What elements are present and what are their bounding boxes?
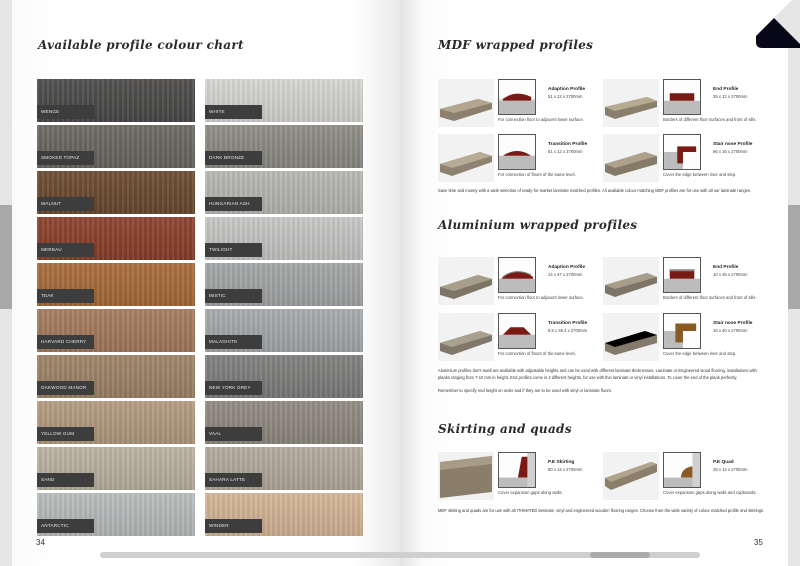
- product-name: Transition Profile: [548, 142, 588, 147]
- stair-nose-photo: [603, 134, 659, 182]
- skirting-photo: [438, 452, 494, 500]
- product-name: Adaption Profile: [548, 87, 586, 92]
- product-name: Stair nose Profile: [713, 142, 753, 147]
- swatch-label: YELLOW GUM: [37, 427, 94, 441]
- end-profile-photo: [603, 79, 659, 127]
- swatch-label: HUNGARIAN ASH: [205, 197, 262, 211]
- colour-swatch: [37, 355, 195, 398]
- swatch-label: NEW YORK GREY: [205, 381, 262, 395]
- alu-adaption-diagram: [498, 257, 536, 293]
- product-description: For connection of floors of the same level.: [498, 351, 576, 356]
- colour-swatch: [37, 263, 195, 306]
- page-number-right: 35: [754, 538, 763, 547]
- mdf-stair-nose-profile: [603, 134, 773, 184]
- mdf-end-profile: [603, 79, 773, 129]
- adaption-profile-diagram: [498, 79, 536, 115]
- product-description: Borders of different floor surfaces and front of sills.: [663, 117, 757, 122]
- page-corner-fold-icon[interactable]: [752, 0, 800, 48]
- colour-swatch: [205, 217, 363, 260]
- alu-end-profile: [603, 257, 773, 307]
- alu-end-photo: [603, 257, 659, 305]
- stair-nose-diagram: [663, 134, 701, 170]
- product-description: Cover expansion gaps along walls and cupboards.: [663, 490, 757, 495]
- scrollbar-thumb[interactable]: [590, 552, 650, 558]
- mdf-note: Save time and money with a wide selection of ready-for-market laminate matched profiles. All available colour matching MDF profiles are for use with all our laminate ranges.: [438, 188, 752, 193]
- left-page: [12, 0, 400, 566]
- alu-adaption-photo: [438, 257, 494, 305]
- colour-swatch: [37, 309, 195, 352]
- colour-swatch: [205, 263, 363, 306]
- product-name: End Profile: [713, 87, 739, 92]
- pe-skirting: [438, 452, 598, 502]
- quad-diagram: [663, 452, 701, 488]
- swatch-label: TWILIGHT: [205, 243, 262, 257]
- colour-swatch: [37, 125, 195, 168]
- alu-transition-diagram: [498, 313, 536, 349]
- skirting-diagram: [498, 452, 536, 488]
- swatch-label: WINDER: [205, 519, 262, 533]
- alu-transition-profile: [438, 313, 598, 363]
- product-name: P.E Quad: [713, 460, 734, 465]
- swatch-label: ANTARCTIC: [37, 519, 94, 533]
- product-description: Borders of different floor surfaces and front of sills.: [663, 295, 757, 300]
- swatch-label: WHITE: [205, 105, 262, 119]
- product-dimensions: 8.5 x 35.4 x 2700mm: [548, 328, 588, 333]
- swatch-label: VAAL: [205, 427, 262, 441]
- product-description: For connection floor to adjacent lower surface.: [498, 295, 584, 300]
- swatch-label: DARK BRONZE: [205, 151, 262, 165]
- skirting-note: MDF skirting and quads are for use with all ITHMATED laminate, vinyl and engineered wooden flooring ranges. Choose from the wide variety of colour matched profile and skirtings.: [438, 508, 765, 513]
- alu-transition-photo: [438, 313, 494, 361]
- swatch-label: OAKWOOD MANOR: [37, 381, 94, 395]
- alu-adaption-profile: [438, 257, 598, 307]
- alu-stair-nose-diagram: [663, 313, 701, 349]
- colour-chart-title: Available profile colour chart: [38, 38, 244, 52]
- mdf-adaption-profile: [438, 79, 598, 129]
- swatch-label: HARVARD CHERRY: [37, 335, 94, 349]
- product-name: End Profile: [713, 265, 739, 270]
- product-dimensions: 51 x 12 x 2700mm: [548, 149, 583, 154]
- product-dimensions: 51 x 12 x 2700mm: [548, 94, 583, 99]
- product-dimensions: 80 x 14 x 2700mm: [548, 467, 583, 472]
- product-name: P.E Skirting: [548, 460, 575, 465]
- colour-swatch: [205, 493, 363, 536]
- colour-swatch: [37, 401, 195, 444]
- product-description: Cover expansion gaps along walls.: [498, 490, 563, 495]
- prev-page-tab[interactable]: [0, 205, 12, 309]
- swatch-label: MISTIC: [205, 289, 262, 303]
- swatch-label: SAHARA LATTE: [205, 473, 262, 487]
- horizontal-scrollbar[interactable]: [100, 552, 700, 558]
- alu-stair-nose-photo: [603, 313, 659, 361]
- colour-swatch: [205, 355, 363, 398]
- product-dimensions: 35 x 12 x 2700mm: [713, 94, 748, 99]
- colour-swatch: [205, 171, 363, 214]
- swatch-label: TEAK: [37, 289, 94, 303]
- swatch-label: WENGE: [37, 105, 94, 119]
- alu-stair-nose-profile: [603, 313, 773, 363]
- product-dimensions: 14 x 47 x 2700mm: [548, 272, 583, 277]
- product-dimensions: 28 x 12 x 2700mm: [713, 467, 748, 472]
- swatch-label: WALNUT: [37, 197, 94, 211]
- swatch-label: SAND: [37, 473, 94, 487]
- swatch-label: MALAGHITE: [205, 335, 262, 349]
- product-description: For connection of floors of the same level.: [498, 172, 576, 177]
- transition-profile-photo: [438, 134, 494, 182]
- skirting-section-title: Skirting and quads: [438, 422, 572, 436]
- swatch-label: SMOKED TOPAZ: [37, 151, 94, 165]
- transition-profile-diagram: [498, 134, 536, 170]
- product-description: For connection floor to adjacent lower surface.: [498, 117, 584, 122]
- pe-quad: [603, 452, 773, 502]
- aluminium-section-title: Aluminium wrapped profiles: [438, 218, 638, 232]
- right-page: [400, 0, 788, 566]
- mdf-transition-profile: [438, 134, 598, 184]
- next-page-tab[interactable]: [788, 205, 800, 309]
- colour-swatch: [205, 401, 363, 444]
- colour-swatch-grid: [37, 79, 363, 536]
- colour-swatch: [205, 447, 363, 490]
- aluminium-note-2: Remember to specify end height on order and if they are to be used with vinyl or laminate floors.: [438, 388, 613, 393]
- colour-swatch: [37, 217, 195, 260]
- alu-end-diagram: [663, 257, 701, 293]
- product-description: Cover the edge between riser and step.: [663, 351, 737, 356]
- colour-swatch: [205, 309, 363, 352]
- colour-swatch: [37, 79, 195, 122]
- colour-swatch: [205, 79, 363, 122]
- quad-photo: [603, 452, 659, 500]
- product-name: Adaption Profile: [548, 265, 586, 270]
- page-number-left: 34: [36, 538, 45, 547]
- swatch-label: MERBAU: [37, 243, 94, 257]
- end-profile-diagram: [663, 79, 701, 115]
- product-dimensions: 10 x 25 x 2700mm: [713, 272, 748, 277]
- adaption-profile-photo: [438, 79, 494, 127]
- product-name: Transition Profile: [548, 321, 588, 326]
- colour-swatch: [37, 493, 195, 536]
- product-description: Cover the edge between riser and step.: [663, 172, 737, 177]
- colour-swatch: [37, 171, 195, 214]
- product-name: Stair nose Profile: [713, 321, 753, 326]
- mdf-section-title: MDF wrapped profiles: [438, 38, 594, 52]
- aluminium-note: Aluminium profiles don't swell are available with adjustable heights and can be used with different laminate thicknesses. Laminate or Engineered wood flooring, installations with planks ranging from 7-10 mm in height. End profiles come in 2 different heights, for use with thin laminate or vinyl installations. To cover the end of the plank perfectly.: [438, 368, 757, 380]
- colour-swatch: [37, 447, 195, 490]
- product-dimensions: 16 x 40 x 2700mm: [713, 328, 748, 333]
- colour-swatch: [205, 125, 363, 168]
- product-dimensions: 66 x 16 x 2700mm: [713, 149, 748, 154]
